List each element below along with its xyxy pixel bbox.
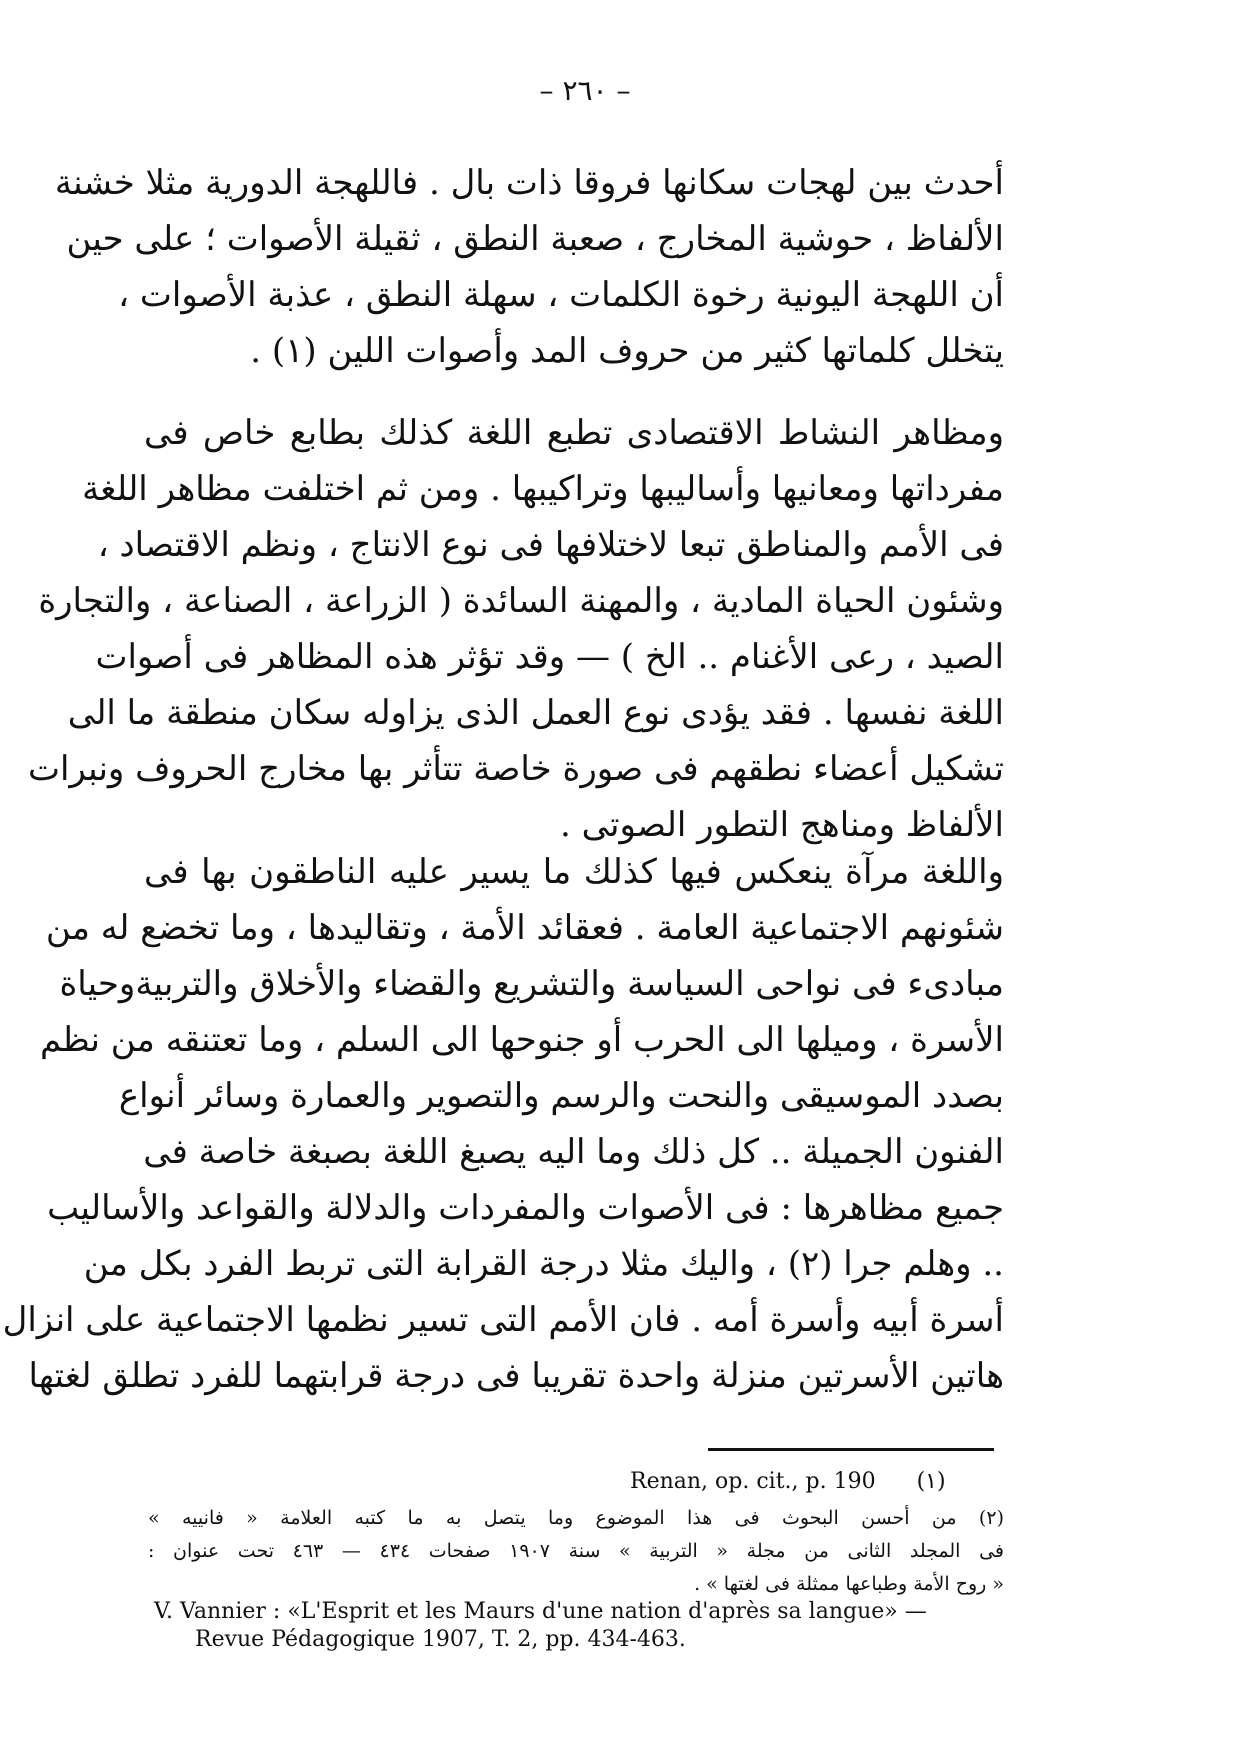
footnote-2-line: فى المجلد الثانى من مجلة « التربية » سنة ١٩٠٧ صفحات ٤٣٤ — ٤٦٣ تحت عنوان : <box>148 1540 1004 1562</box>
text-line: الفنون الجميلة .. كل ذلك وما اليه يصبغ اللغة بصبغة خاصة فى <box>143 1132 1004 1172</box>
text-line: وشئون الحياة المادية ، والمهنة السائدة ( الزراعة ، الصناعة ، والتجارة <box>38 581 1004 621</box>
text-line: فى الأمم والمناطق تبعا لاختلافها فى نوع الانتاج ، ونظم الاقتصاد ، <box>97 525 1004 565</box>
footnote-1 <box>630 1466 946 1498</box>
text-line: .. وهلم جرا (٢) ، واليك مثلا درجة القرابة التى تربط الفرد بكل من <box>83 1244 1004 1284</box>
text-line: الصيد ، رعى الأغنام .. الخ ) — وقد تؤثر هذه المظاهر فى أصوات <box>95 637 1004 677</box>
footnote-divider <box>708 1448 994 1451</box>
page-number: – ٢٦٠ – <box>539 74 631 107</box>
text-line: الألفاظ ومناهج التطور الصوتى . <box>560 805 1004 845</box>
footnote-2-line: (٢) من أحسن البحوث فى هذا الموضوع وما يتصل به ما كتبه العلامة « فانييه » <box>148 1507 1004 1529</box>
text-line: هاتين الأسرتين منزلة واحدة تقريبا فى درجة قرابتهما للفرد تطلق لغتها <box>28 1356 1004 1396</box>
text-line: شئونهم الاجتماعية العامة . فعقائد الأمة ، وتقاليدها ، وما تخضع له من <box>45 908 1004 948</box>
footnote-2-latin-line: V. Vannier : «L'Esprit et les Maurs d'une nation d'après sa langue» — <box>154 1599 927 1624</box>
text-line: الأسرة ، وميلها الى الحرب أو جنوحها الى السلم ، وما تعتنقه من نظم <box>40 1020 1004 1060</box>
text-line: بصدد الموسيقى والنحت والرسم والتصوير والعمارة وسائر أنواع <box>118 1076 1004 1116</box>
text-line: الألفاظ ، حوشية المخارج ، صعبة النطق ، ثقيلة الأصوات ؛ على حين <box>66 219 1004 259</box>
footnote-1-number: (١) <box>916 1469 946 1494</box>
text-line: أسرة أبيه وأسرة أمه . فان الأمم التى تسير نظمها الاجتماعية على انزال <box>2 1300 1004 1340</box>
footnote-2-line: « روح الأمة وطباعها ممثلة فى لغتها » . <box>694 1573 1004 1595</box>
text-line: أحدث بين لهجات سكانها فروقا ذات بال . فاللهجة الدورية مثلا خشنة <box>54 163 1004 203</box>
text-line: مفرداتها ومعانيها وأساليبها وتراكيبها . ومن ثم اختلفت مظاهر اللغة <box>82 469 1004 509</box>
text-line: يتخلل كلماتها كثير من حروف المد وأصوات اللين (١) . <box>250 331 1004 371</box>
text-line: اللغة نفسها . فقد يؤدى نوع العمل الذى يزاوله سكان منطقة ما الى <box>67 693 1004 733</box>
footnote-2-latin-line: Revue Pédagogique 1907, T. 2, pp. 434-463. <box>195 1627 686 1652</box>
text-line: تشكيل أعضاء نطقهم فى صورة خاصة تتأثر بها مخارج الحروف ونبرات <box>27 749 1004 789</box>
text-line: ومظاهر النشاط الاقتصادى تطبع اللغة كذلك بطابع خاص فى <box>144 413 1004 453</box>
paragraph-2 <box>27 405 1004 853</box>
paragraph-3 <box>2 844 1004 1404</box>
text-line: جميع مظاهرها : فى الأصوات والمفردات والدلالة والقواعد والأساليب <box>47 1188 1004 1228</box>
footnote-1-text: Renan, op. cit., p. 190 <box>630 1469 876 1494</box>
text-line: مبادىء فى نواحى السياسة والتشريع والقضاء والأخلاق والتربيةوحياة <box>59 964 1004 1004</box>
paragraph-1 <box>54 155 1004 379</box>
text-line: واللغة مرآة ينعكس فيها كذلك ما يسير عليه الناطقون بها فى <box>144 852 1004 892</box>
text-line: أن اللهجة اليونية رخوة الكلمات ، سهلة النطق ، عذبة الأصوات ، <box>118 275 1004 315</box>
